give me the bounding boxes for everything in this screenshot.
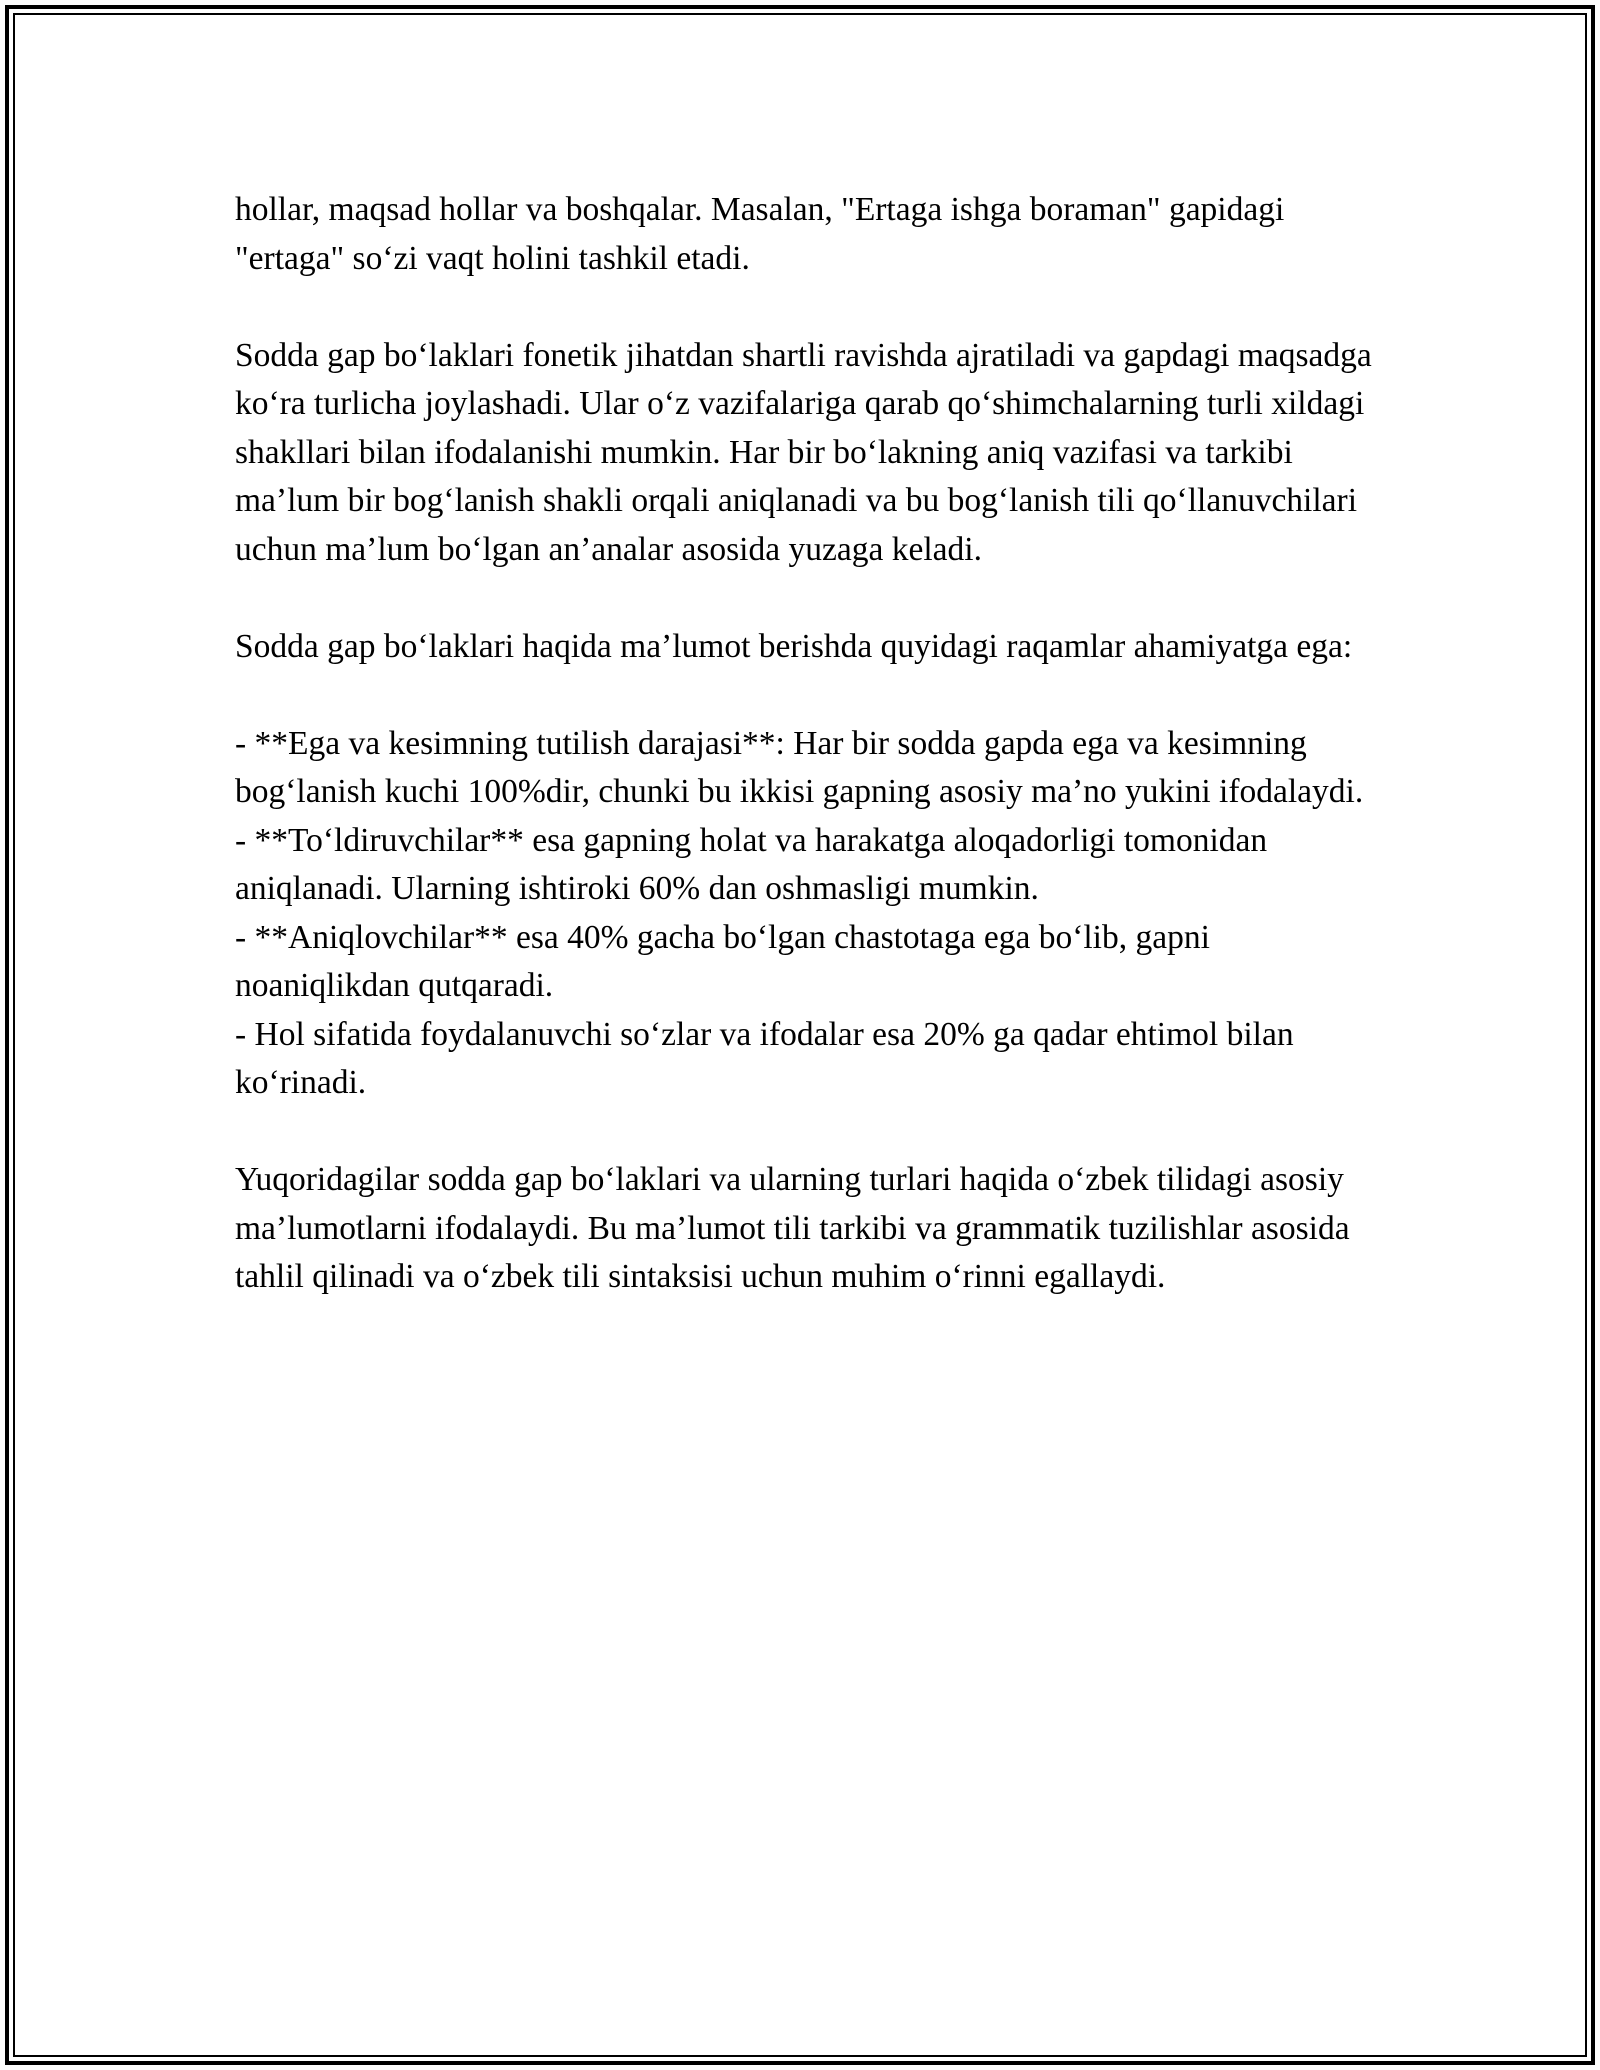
list-item: - Hol sifatida foydalanuvchi so‘zlar va ifodalar esa 20% ga qadar ehtimol bilan ko‘rinadi.: [235, 1015, 1294, 1101]
list-item: - **To‘ldiruvchilar** esa gapning holat va harakatga aloqadorligi tomonidan aniqlanadi. Ularning ishtiroki 60% dan oshmasligi mumkin.: [235, 821, 1268, 907]
paragraph-1: hollar, maqsad hollar va boshqalar. Masalan, "Ertaga ishga boraman" gapidagi "ertaga" so‘zi vaqt holini tashkil etadi.: [235, 191, 1285, 277]
paragraph-3: Sodda gap bo‘laklari haqida ma’lumot berishda quyidagi raqamlar ahamiyatga ega:: [235, 627, 1353, 665]
statistics-list: [235, 720, 1375, 1108]
list-item: - **Ega va kesimning tutilish darajasi**: Har bir sodda gapda ega va kesimning bog‘lanish kuchi 100%dir, chunki bu ikkisi gapning asosiy ma’no yukini ifodalaydi.: [235, 724, 1364, 810]
closing-paragraph: Yuqoridagilar sodda gap bo‘laklari va ularning turlari haqida o‘zbek tilidagi asosiy ma’lumotlarni ifodalaydi. Bu ma’lumot tili tarkibi va grammatik tuzilishlar asosida tahlil qilinadi va o‘zbek tili sintaksisi uchun muhim o‘rinni egallaydi.: [235, 1161, 1350, 1295]
document-body: [235, 186, 1375, 1350]
list-item: - **Aniqlovchilar** esa 40% gacha bo‘lgan chastotaga ega bo‘lib, gapni noaniqlikdan qutqaradi.: [235, 918, 1210, 1004]
paragraph-2: Sodda gap bo‘laklari fonetik jihatdan shartli ravishda ajratiladi va gapdagi maqsadga ko‘ra turlicha joylashadi. Ular o‘z vazifalariga qarab qo‘shimchalarning turli xildagi shakllari bilan ifodalanishi mumkin. Har bir bo‘lakning aniq vazifasi va tarkibi ma’lum bir bog‘lanish shakli orqali aniqlanadi va bu bog‘lanish tili qo‘llanuvchilari uchun ma’lum bo‘lgan an’analar asosida yuzaga keladi.: [235, 336, 1372, 568]
